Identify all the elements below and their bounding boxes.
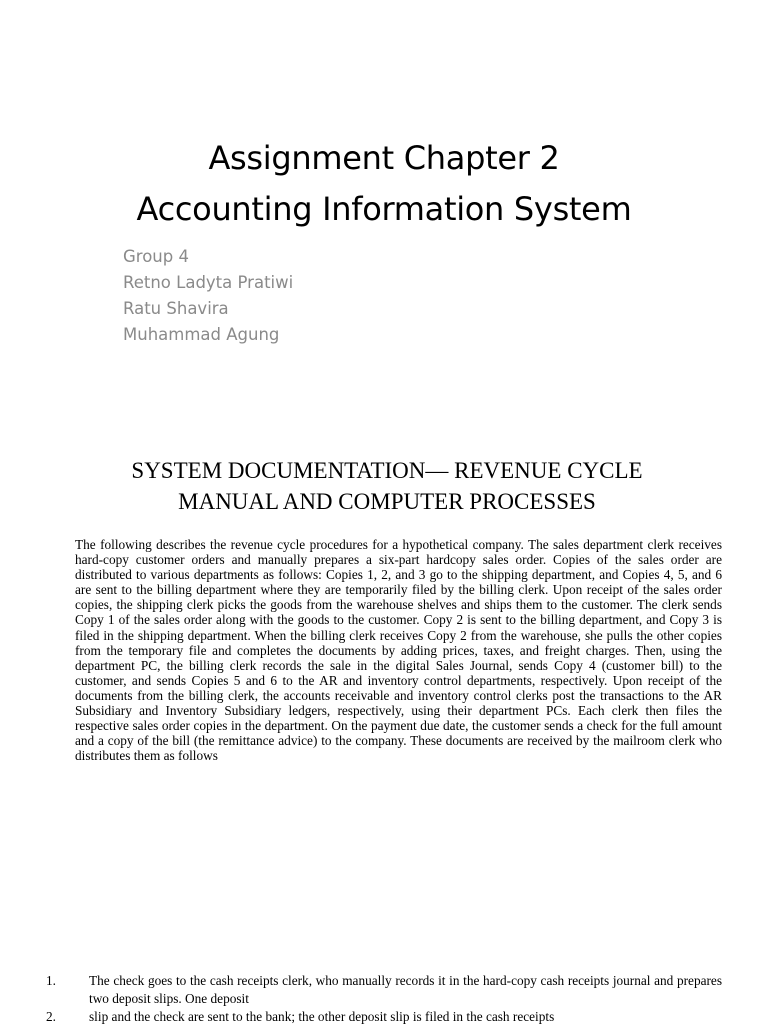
group-label: Group 4 bbox=[123, 247, 189, 266]
document-title bbox=[0, 133, 768, 235]
body-paragraph: The following describes the revenue cycle procedures for a hypothetical company. The sales department clerk receives hard-copy customer orders and manually prepares a six-part hardcopy sales order. Copies of the sales order are distributed to various departments as follows: Copies 1, 2, and 3 go to the shipping department, and Copies 4, 5, and 6 are sent to the billing department where they are temporarily filed by the billing clerk. Upon receipt of the sales order copies, the shipping clerk picks the goods from the warehouse shelves and ships them to the customer. The clerk sends Copy 1 of the sales order along with the goods to the customer. Copy 2 is sent to the billing department, and Copy 3 is filed in the shipping department. When the billing clerk receives Copy 2 from the warehouse, she pulls the other copies from the temporary file and completes the documents by adding prices, taxes, and freight charges. Then, using the department PC, the billing clerk records the sale in the digital Sales Journal, sends Copy 4 (customer bill) to the customer, and sends Copies 5 and 6 to the AR and inventory control departments, respectively. Upon receipt of the documents from the billing clerk, the accounts receivable and inventory control clerks post the transactions to the AR Subsidiary and Inventory Subsidiary ledgers, respectively, using their department PCs. Each clerk then files the respective sales order copies in the department. On the payment due date, the customer sends a check for the full amount and a copy of the bill (the remittance advice) to the company. These documents are received by the mailroom clerk who distributes them as follows bbox=[75, 537, 722, 764]
author-name: Muhammad Agung bbox=[123, 325, 280, 344]
author-name: Ratu Shavira bbox=[123, 299, 229, 318]
author-name: Retno Ladyta Pratiwi bbox=[123, 273, 294, 292]
step-text: slip and the check are sent to the bank; the other deposit slip is filed in the cash receipts bbox=[89, 1009, 555, 1024]
list-item bbox=[46, 972, 722, 1008]
title-line-2: Accounting Information System bbox=[136, 190, 632, 228]
step-number: 2. bbox=[46, 1009, 56, 1024]
step-list bbox=[46, 972, 722, 1026]
step-number: 1. bbox=[46, 973, 56, 988]
section-heading-line-2: MANUAL AND COMPUTER PROCESSES bbox=[178, 489, 596, 514]
step-text: The check goes to the cash receipts clerk, who manually records it in the hard-copy cash receipts journal and prepares two deposit slips. One deposit bbox=[89, 973, 722, 1006]
list-item bbox=[46, 1008, 722, 1026]
section-heading bbox=[0, 455, 768, 517]
section-heading-line-1: SYSTEM DOCUMENTATION— REVENUE CYCLE bbox=[131, 458, 643, 483]
title-line-1: Assignment Chapter 2 bbox=[208, 139, 560, 177]
author-list bbox=[123, 244, 293, 348]
